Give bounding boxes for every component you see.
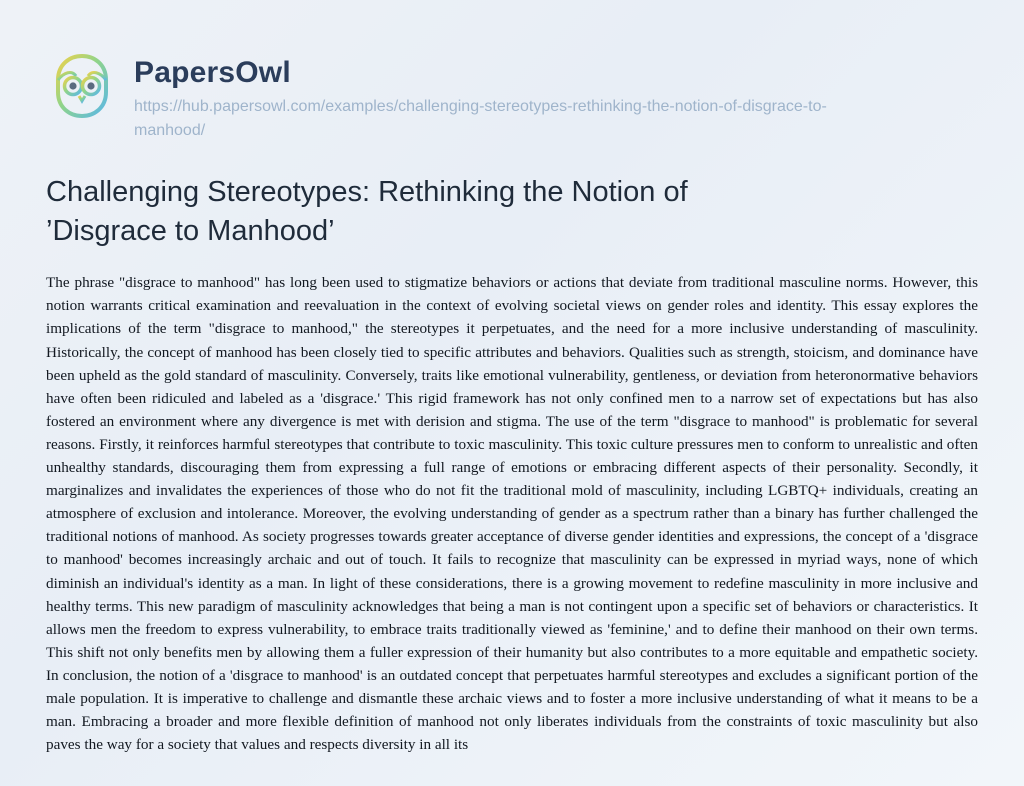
owl-logo-icon [46,50,118,122]
article-body: The phrase "disgrace to manhood" has long been used to stigmatize behaviors or actions that deviate from traditional masculine norms. However, this notion warrants critical examination and reevaluation in the context of evolving societal views on gender roles and identity. This essay explores the implications of the term "disgrace to manhood," the stereotypes it perpetuates, and the need for a more inclusive understanding of masculinity. Historically, the concept of manhood has been closely tied to specific attributes and behaviors. Qualities such as strength, stoicism, and dominance have been upheld as the gold standard of masculinity. Conversely, traits like emotional vulnerability, gentleness, or deviation from heteronormative behaviors have often been ridiculed and labeled as a 'disgrace.' This rigid framework has not only confined men to a narrow set of expectations but has also fostered an environment where any divergence is met with derision and stigma. The use of the term "disgrace to manhood" is problematic for several reasons. Firstly, it reinforces harmful stereotypes that contribute to toxic masculinity. This toxic culture pressures men to conform to unrealistic and often unhealthy standards, discouraging them from expressing a full range of emotions or embracing different aspects of their personality. Secondly, it marginalizes and invalidates the experiences of those who do not fit the traditional mold of masculinity, including LGBTQ+ individuals, creating an atmosphere of exclusion and intolerance. Moreover, the evolving understanding of gender as a spectrum rather than a binary has further challenged the traditional notions of manhood. As society progresses towards greater acceptance of diverse gender identities and expressions, the concept of a 'disgrace to manhood' becomes increasingly archaic and out of touch. It fails to recognize that masculinity can be expressed in myriad ways, none of which diminish an individual's identity as a man. In light of these considerations, there is a growing movement to redefine masculinity in more inclusive and healthy terms. This new paradigm of masculinity acknowledges that being a man is not contingent upon a specific set of behaviors or characteristics. It allows men the freedom to express vulnerability, to embrace traits traditionally viewed as 'feminine,' and to define their manhood on their own terms. This shift not only benefits men by allowing them a fuller expression of their humanity but also contributes to a more equitable and empathetic society. In conclusion, the notion of a 'disgrace to manhood' is an outdated concept that perpetuates harmful stereotypes and excludes a significant portion of the male population. It is imperative to challenge and dismantle these archaic views and to foster a more inclusive understanding of what it means to be a man. Embracing a broader and more flexible definition of manhood not only liberates individuals from the constraints of toxic masculinity but also paves the way for a society that values and respects diversity in all its [46,274,978,754]
source-url[interactable]: https://hub.papersowl.com/examples/challenging-stereotypes-rethinking-the-notion-of-disgrace-to-manhood/ [134,98,827,139]
site-header [46,46,978,143]
brand-name: PapersOwl [134,56,291,89]
brand-block [134,46,894,143]
page-title: Challenging Stereotypes: Rethinking the Notion of ’Disgrace to Manhood’ [46,176,688,248]
